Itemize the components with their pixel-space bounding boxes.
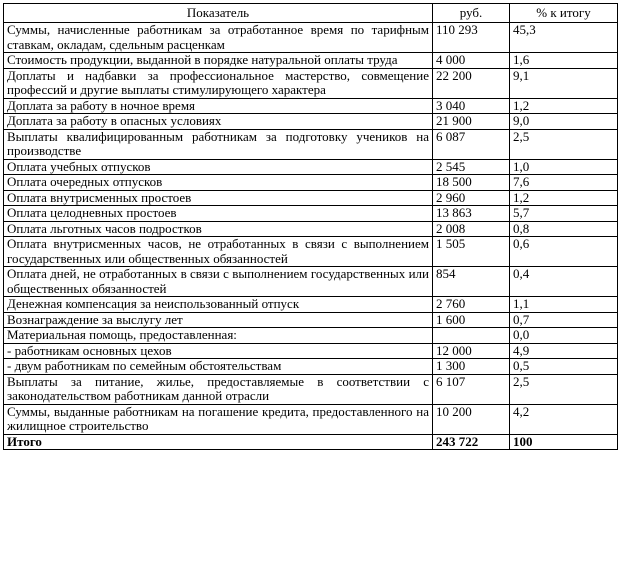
- row-indicator: Оплата очередных отпусков: [4, 175, 433, 191]
- row-indicator: Доплата за работу в опасных условиях: [4, 114, 433, 130]
- table-body: [4, 23, 618, 450]
- table-row: [4, 68, 618, 98]
- row-indicator: Выплаты квалифицированным работникам за подготовку учеников на производстве: [4, 129, 433, 159]
- row-percent: 1,6: [510, 53, 618, 69]
- expense-table-container: [3, 3, 617, 450]
- row-indicator: Оплата учебных отпусков: [4, 159, 433, 175]
- row-rub: 4 000: [433, 53, 510, 69]
- row-percent: 45,3: [510, 23, 618, 53]
- row-percent: 7,6: [510, 175, 618, 191]
- row-indicator: Доплата за работу в ночное время: [4, 98, 433, 114]
- row-percent: 0,0: [510, 328, 618, 344]
- row-percent: 5,7: [510, 206, 618, 222]
- row-percent: 2,5: [510, 129, 618, 159]
- row-percent: 0,4: [510, 267, 618, 297]
- row-rub: 2 960: [433, 190, 510, 206]
- table-row: [4, 267, 618, 297]
- row-rub: 110 293: [433, 23, 510, 53]
- total-label: Итого: [4, 434, 433, 450]
- row-indicator: - двум работникам по семейным обстоятельствам: [4, 359, 433, 375]
- table-row: [4, 359, 618, 375]
- table-row: [4, 312, 618, 328]
- table-row: [4, 206, 618, 222]
- row-indicator: - работникам основных цехов: [4, 343, 433, 359]
- row-rub: 1 600: [433, 312, 510, 328]
- row-percent: 1,2: [510, 190, 618, 206]
- row-indicator: Вознаграждение за выслугу лет: [4, 312, 433, 328]
- row-indicator: Суммы, начисленные работникам за отработанное время по тарифным ставкам, окладам, сдельным расценкам: [4, 23, 433, 53]
- row-percent: 0,8: [510, 221, 618, 237]
- row-rub: 18 500: [433, 175, 510, 191]
- row-rub: 6 087: [433, 129, 510, 159]
- table-row: [4, 221, 618, 237]
- row-percent: 0,7: [510, 312, 618, 328]
- header-row: [4, 4, 618, 23]
- row-percent: 2,5: [510, 374, 618, 404]
- row-rub: 854: [433, 267, 510, 297]
- row-indicator: Оплата целодневных простоев: [4, 206, 433, 222]
- row-percent: 1,2: [510, 98, 618, 114]
- payroll-table: [3, 3, 618, 450]
- row-indicator: Суммы, выданные работникам на погашение кредита, предоставленного на жилищное строительство: [4, 404, 433, 434]
- row-rub: [433, 328, 510, 344]
- total-rub: 243 722: [433, 434, 510, 450]
- row-indicator: Денежная компенсация за неиспользованный отпуск: [4, 297, 433, 313]
- row-percent: 1,1: [510, 297, 618, 313]
- table-row: [4, 237, 618, 267]
- row-indicator: Оплата льготных часов подростков: [4, 221, 433, 237]
- row-rub: 12 000: [433, 343, 510, 359]
- table-row: [4, 297, 618, 313]
- row-percent: 4,2: [510, 404, 618, 434]
- table-row: [4, 404, 618, 434]
- row-rub: 13 863: [433, 206, 510, 222]
- row-rub: 10 200: [433, 404, 510, 434]
- row-percent: 9,1: [510, 68, 618, 98]
- table-row: [4, 23, 618, 53]
- row-percent: 4,9: [510, 343, 618, 359]
- row-rub: 22 200: [433, 68, 510, 98]
- row-percent: 9,0: [510, 114, 618, 130]
- row-indicator: Оплата внутрисменных простоев: [4, 190, 433, 206]
- table-row: [4, 343, 618, 359]
- table-row: [4, 190, 618, 206]
- table-row: [4, 53, 618, 69]
- row-rub: 2 760: [433, 297, 510, 313]
- row-percent: 1,0: [510, 159, 618, 175]
- row-rub: 2 008: [433, 221, 510, 237]
- row-rub: 1 300: [433, 359, 510, 375]
- row-rub: 3 040: [433, 98, 510, 114]
- row-rub: 1 505: [433, 237, 510, 267]
- table-row: [4, 374, 618, 404]
- header-indicator: Показатель: [4, 4, 433, 23]
- table-row: [4, 159, 618, 175]
- table-row: [4, 175, 618, 191]
- table-row: [4, 328, 618, 344]
- table-row: [4, 98, 618, 114]
- row-indicator: Материальная помощь, предоставленная:: [4, 328, 433, 344]
- row-rub: 21 900: [433, 114, 510, 130]
- row-percent: 0,6: [510, 237, 618, 267]
- row-indicator: Оплата внутрисменных часов, не отработанных в связи с выполнением государственных или общественных обязанностей: [4, 237, 433, 267]
- total-percent: 100: [510, 434, 618, 450]
- row-percent: 0,5: [510, 359, 618, 375]
- header-rub: руб.: [433, 4, 510, 23]
- row-indicator: Доплаты и надбавки за профессиональное мастерство, совмещение профессий и другие выплаты стимулирующего характера: [4, 68, 433, 98]
- total-row: [4, 434, 618, 450]
- row-rub: 2 545: [433, 159, 510, 175]
- header-percent: % к итогу: [510, 4, 618, 23]
- table-row: [4, 114, 618, 130]
- table-row: [4, 129, 618, 159]
- row-rub: 6 107: [433, 374, 510, 404]
- row-indicator: Стоимость продукции, выданной в порядке натуральной оплаты труда: [4, 53, 433, 69]
- row-indicator: Выплаты за питание, жилье, предоставляемые в соответствии с законодательством работникам данной отрасли: [4, 374, 433, 404]
- row-indicator: Оплата дней, не отработанных в связи с выполнением государственных или общественных обязанностей: [4, 267, 433, 297]
